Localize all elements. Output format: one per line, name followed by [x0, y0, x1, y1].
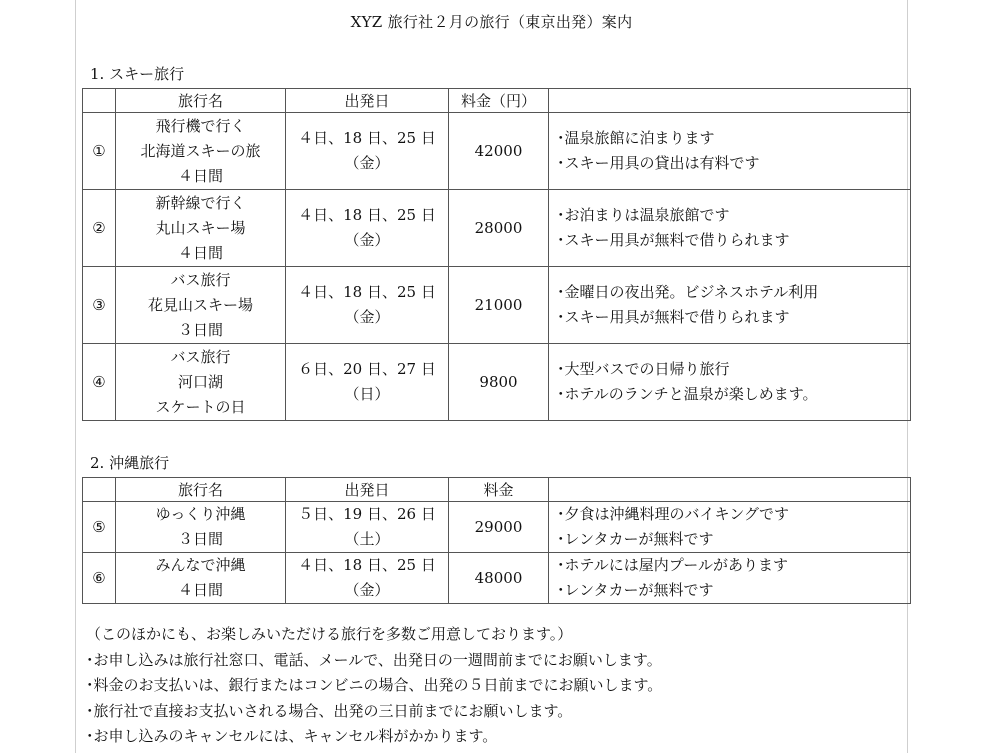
departure-date-cell [286, 113, 449, 190]
tour-name-cell [116, 553, 286, 604]
tour-name-line: ゆっくり沖縄 [155, 505, 246, 523]
tour-name-line: ３日間 [177, 530, 223, 548]
tour-name-line: みんなで沖縄 [155, 556, 246, 574]
tour-name-cell [116, 267, 286, 344]
date-line: ４日、18 日、25 日 [298, 283, 436, 301]
table-row [83, 344, 911, 421]
notes-cell [549, 344, 911, 421]
note-line: ･温泉旅館に泊まります [557, 129, 715, 147]
section-heading-ski: 1. スキー旅行 [90, 65, 185, 83]
notes-cell [549, 113, 911, 190]
tour-name-cell [116, 502, 286, 553]
note-line: ･ホテルには屋内プールがあります [557, 556, 789, 574]
tour-name-line: ３日間 [177, 320, 223, 339]
header-fee: 料金（円） [449, 89, 549, 113]
tour-name-cell [116, 113, 286, 190]
weekday-line: （日） [344, 385, 390, 403]
header-fee: 料金 [449, 478, 549, 502]
note-line: ･夕食は沖縄料理のバイキングです [557, 505, 790, 523]
departure-date-cell [286, 267, 449, 344]
tour-name-cell [116, 190, 286, 267]
note-line: ･レンタカーが無料です [557, 581, 714, 599]
date-line: ４日、18 日、25 日 [298, 206, 436, 224]
header-departure-date: 出発日 [286, 478, 449, 502]
row-number: ④ [83, 344, 116, 421]
note-line: ･レンタカーが無料です [557, 530, 714, 548]
row-number: ② [83, 190, 116, 267]
departure-date-cell [286, 553, 449, 604]
note-line: ･スキー用具が無料で借りられます [557, 308, 790, 326]
table-row [83, 190, 911, 267]
table-row [83, 553, 911, 604]
fee-cell: 48000 [449, 553, 549, 604]
header-departure-date: 出発日 [286, 89, 449, 113]
departure-date-cell [286, 344, 449, 421]
tour-name-line: ４日間 [177, 581, 223, 599]
notes-cell [549, 267, 911, 344]
date-line: ４日、18 日、25 日 [298, 556, 436, 574]
tour-name-line: バス旅行 [170, 347, 231, 366]
departure-date-cell [286, 502, 449, 553]
tour-name-line: ４日間 [177, 243, 223, 262]
fee-cell: 28000 [449, 190, 549, 267]
header-notes [549, 89, 911, 113]
table-row [83, 113, 911, 190]
fee-cell: 21000 [449, 267, 549, 344]
notes-cell [549, 502, 911, 553]
tour-name-line: スケートの日 [155, 397, 246, 416]
header-no [83, 478, 116, 502]
footer-note: （このほかにも、お楽しみいただける旅行を多数ご用意しております。） [86, 625, 573, 643]
tour-name-line: 飛行機で行く [155, 116, 246, 135]
header-no [83, 89, 116, 113]
fee-cell: 9800 [449, 344, 549, 421]
table-header-row [83, 89, 911, 113]
weekday-line: （金） [344, 231, 390, 249]
header-tour-name: 旅行名 [116, 478, 286, 502]
date-line: ６日、20 日、27 日 [298, 360, 436, 378]
tour-name-line: 花見山スキー場 [147, 295, 253, 314]
tour-name-cell [116, 344, 286, 421]
note-line: ･金曜日の夜出発。ビジネスホテル利用 [557, 283, 819, 301]
fee-cell: 29000 [449, 502, 549, 553]
footer-note: ･料金のお支払いは、銀行またはコンビニの場合、出発の５日前までにお願いします。 [86, 676, 663, 694]
weekday-line: （金） [344, 581, 390, 599]
weekday-line: （金） [344, 308, 390, 326]
table-row [83, 267, 911, 344]
note-line: ･お泊まりは温泉旅館です [557, 206, 730, 224]
table-header-row [83, 478, 911, 502]
note-line: ･大型バスでの日帰り旅行 [557, 360, 730, 378]
notes-cell [549, 190, 911, 267]
notes-cell [549, 553, 911, 604]
ski-tour-table [82, 88, 911, 421]
weekday-line: （土） [344, 530, 390, 548]
section-heading-okinawa: 2. 沖縄旅行 [90, 454, 170, 472]
date-line: ５日、19 日、26 日 [298, 505, 436, 523]
note-line: ･スキー用具の貸出は有料です [557, 154, 760, 172]
tour-name-line: 河口湖 [177, 372, 223, 391]
footer-notes [86, 622, 662, 750]
tour-name-line: 北海道スキーの旅 [140, 141, 261, 160]
row-number: ⑤ [83, 502, 116, 553]
departure-date-cell [286, 190, 449, 267]
document-page [75, 0, 908, 753]
header-notes [549, 478, 911, 502]
tour-name-line: ４日間 [177, 166, 223, 185]
tour-name-line: バス旅行 [170, 270, 231, 289]
weekday-line: （金） [344, 154, 390, 172]
note-line: ･スキー用具が無料で借りられます [557, 231, 790, 249]
table-row [83, 502, 911, 553]
row-number: ⑥ [83, 553, 116, 604]
row-number: ① [83, 113, 116, 190]
footer-note: ･旅行社で直接お支払いされる場合、出発の三日前までにお願いします。 [86, 701, 573, 720]
header-tour-name: 旅行名 [116, 89, 286, 113]
tour-name-line: 丸山スキー場 [155, 218, 246, 237]
fee-cell: 42000 [449, 113, 549, 190]
tour-name-line: 新幹線で行く [155, 193, 246, 212]
footer-note: ･お申し込みは旅行社窓口、電話、メールで、出発日の一週間前までにお願いします。 [86, 650, 662, 669]
row-number: ③ [83, 267, 116, 344]
date-line: ４日、18 日、25 日 [298, 129, 436, 147]
okinawa-tour-table [82, 477, 911, 604]
document-title: XYZ 旅行社２月の旅行（東京出発）案内 [350, 13, 633, 31]
note-line: ･ホテルのランチと温泉が楽しめます。 [557, 385, 818, 403]
footer-note: ･お申し込みのキャンセルには、キャンセル料がかかります。 [86, 727, 498, 745]
